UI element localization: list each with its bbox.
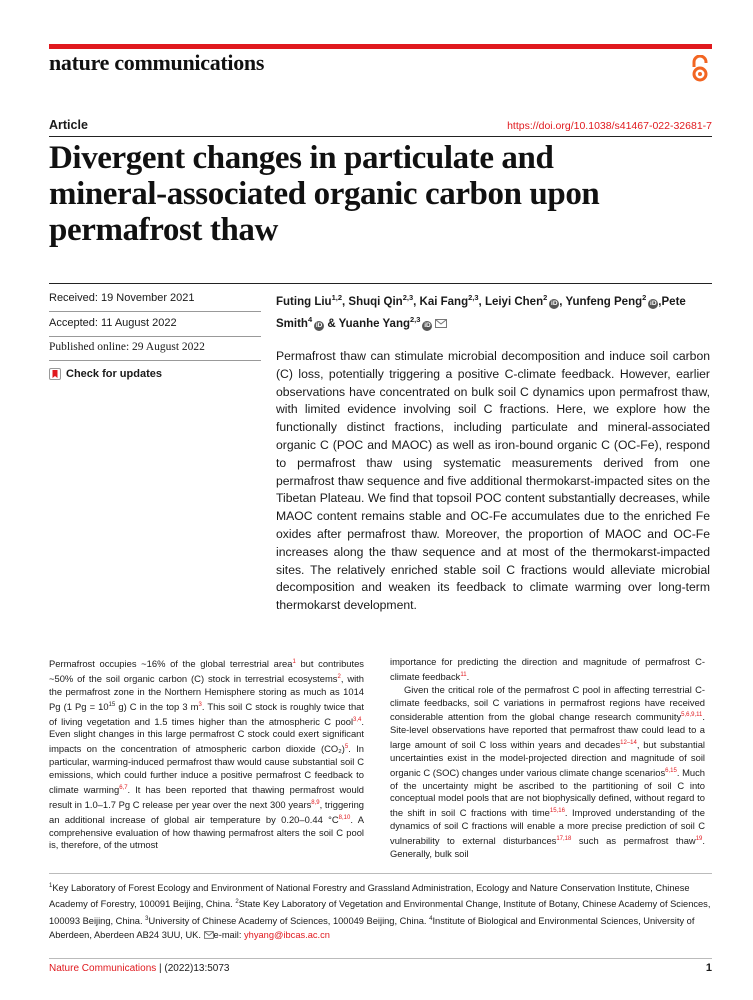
author-affiliation-ref: 2 [642,293,647,302]
corresponding-email-link[interactable]: yhyang@ibcas.ac.cn [244,930,330,941]
body-paragraph: Permafrost occupies ~16% of the global terrestrial area$^1$ but contributes ~50% of the soil organic carbon (C) stock in terrestrial ecosystems$^2$, with the permafrost zone in the Northern Hemisphere storing as much as 1014 Pg (1 $Pg = 10^{15}$ g) C in the top 3 $m^3$. This soil C stock is roughly twice that of living vegetation and 1.5 times higher than the atmospheric C pool$^{3,4}$. Even slight changes in this large permafrost C stock could exert significant impacts on the concentration of atmospheric carbon dioxide $(CO_2)^5$. In particular, warming-induced permafrost thaw would cause substantial soil C emissions, which could further induce a positive permafrost C feedback to climate warming$^{6,7}$. It has been reported that thawing permafrost would result in 1.0–1.7 Pg C release per year over the next 300 years$^{8,9}$, triggering an additional increase of global air temperature by 0.20–0.44 $^\circ C^{8,10}$. A comprehensive evaluation of how thawing permafrost alters the soil C pool is, therefore, of the utmost [49,658,365,851]
author-affiliation-ref: 1,2 [331,293,343,302]
date-divider [49,311,261,312]
author-name: Kai Fang [419,295,469,308]
reference-citation[interactable]: 17,18 [556,835,572,842]
author-list [276,289,716,333]
reference-citation[interactable]: 3 [198,701,202,708]
doi-link[interactable]: https://doi.org/10.1038/s41467-022-32681-7 [507,120,712,132]
orcid-icon[interactable]: iD [551,299,558,307]
article-type-label: Article [49,118,88,132]
affiliation-number: 4 [429,915,433,922]
body-column-right [390,656,705,861]
reference-citation[interactable]: 11 [460,671,467,678]
reference-citation[interactable]: 6,7 [119,784,128,791]
author-separator: , [658,295,662,308]
date-divider [49,336,261,337]
affiliation-list [49,883,710,940]
abstract: Permafrost thaw can stimulate microbial decomposition and induce soil carbon (C) loss, potentially triggering a positive C-climate feedback. However, earlier observations have concentrated on bulk soil C dynamics upon permafrost thaw, with limited evidence involving soil C fractions. Here, we explore how the functionally distinct fractions, including particulate and mineral-associated organic C (POC and MAOC) as well as iron-bound organic C (OC-Fe), respond to permafrost thaw using systematic measurements derived from one permafrost thaw sequence and five additional thermokarst-impacted sites on the Tibetan Plateau. We find that topsoil POC content substantially decreases, while MAOC content remains stable and OC-Fe accumulates due to the enriched Fe oxides after permafrost thaw. Moreover, the proportion of MAOC and OC-Fe increases along the thaw sequence and at most of the thermokarst-impacted sites. The relatively enriched stable soil C fractions would alleviate microbial decomposition and weaken its feedback to climate warming over long-term thermokarst development. [276,349,710,613]
reference-citation[interactable]: 1 [292,659,296,665]
header-accent-bar [49,44,712,49]
affiliation-text: State Key Laboratory of Vegetation and Environmental Change, Institute of Botany, Chinese Academy of Sciences, 100093 Beijing, China. [49,899,711,926]
footer-volume: | (2022)13:5073 [156,963,230,974]
author-separator: , [559,295,566,308]
check-for-updates-button[interactable] [49,368,162,380]
affiliations [49,879,712,942]
accepted-date: Accepted: 11 August 2022 [49,317,177,329]
email-label: e-mail: [213,930,245,941]
body-column-left [49,656,364,852]
reference-citation[interactable]: 6,15 [665,767,677,774]
body-paragraph: importance for predicting the direction and magnitude of permafrost C-climate feedback$^{11}$. [390,656,705,682]
affiliation-text: Institute of Biological and Environmental Sciences, University of Aberdeen, Aberdeen AB24 3UU, UK. [49,915,695,941]
body-paragraph: Given the critical role of the permafrost C pool in affecting terrestrial C-climate feedbacks, soil C variations in permafrost regions have received considerable attention from the global change research community$^{5,6,9,11}$. Site-level observations have reported that permafrost thaw could lead to a large amount of soil C loss within years and decades$^{12-14}$, but substantial uncertainties exist in the model-projected direction and magnitude of soil organic C (SOC) changes under various climate change scenarios$^{6,15}$. Much of the uncertainty might be ascribed to the partitioning of soil C into conceptual model pools that are not biophysically defined, without regard to the shift in soil C fractions with time$^{15,16}$. Improved understanding of the dynamics of soil C fractions will enable a more precise prediction of soil C vulnerability to external disturbances$^{17,18}$ such as permafrost thaw$^{19}$. Generally, bulk soil [390,683,705,859]
author-name: Shuqi Qin [348,295,403,308]
footer-divider [49,958,712,959]
envelope-icon [204,931,214,939]
received-date: Received: 19 November 2021 [49,292,195,304]
footer-citation [49,963,229,974]
author-name: Pete Smith [276,295,686,330]
affiliation-text: Key Laboratory of Forest Ecology and Environment of National Forestry and Grassland Administration, Ecology and Nature Conservation Institute, Chinese Academy of Forestry, 100091 Beijing, China. [49,883,690,910]
author-name: Futing Liu [276,295,332,308]
author-separator: & [324,317,339,330]
author-separator: , [342,295,349,308]
author-name: Leiyi Chen [484,295,544,308]
orcid-icon[interactable]: iD [424,321,431,329]
author-name: Yuanhe Yang [338,317,410,330]
author-affiliation-ref: 4 [307,314,313,324]
affiliation-number: 1 [49,883,53,889]
reference-citation[interactable]: 2 [337,673,341,680]
page-number: 1 [705,962,712,974]
title-divider [49,136,712,137]
date-divider [49,360,261,361]
meta-divider [49,283,712,284]
reference-citation[interactable]: 12–14 [620,740,637,747]
affiliation-divider [49,873,712,874]
reference-citation[interactable]: 5 [344,744,349,751]
affiliation-number: 2 [235,899,239,906]
reference-citation[interactable]: 15,16 [549,808,565,815]
orcid-icon[interactable]: iD [650,299,657,307]
article-title [49,140,709,248]
author-separator: , [413,295,420,308]
author-affiliation-ref: 2,3 [468,293,479,302]
open-access-icon [688,55,712,83]
footer-journal-link[interactable]: Nature Communications [49,963,157,974]
author-affiliation-ref: 2,3 [402,293,414,302]
reference-citation[interactable]: 8,10 [338,814,351,821]
author-affiliation-ref: 2 [543,293,548,302]
title-line: mineral-associated organic carbon upon [49,176,600,212]
reference-citation[interactable]: 19 [695,835,703,842]
bookmark-update-icon [49,368,61,380]
envelope-icon[interactable] [435,319,447,328]
journal-name: nature communications [49,50,265,75]
reference-citation[interactable]: 8,9 [311,799,320,806]
reference-citation[interactable]: 3,4 [353,716,362,723]
author-affiliation-ref: 2,3 [410,314,421,324]
affiliation-number: 3 [145,915,149,922]
orcid-icon[interactable]: iD [315,321,323,329]
reference-citation[interactable]: 5,6,9,11 [681,712,703,719]
superscript: 15 [108,701,116,708]
title-line: permafrost thaw [49,212,278,248]
author-name: Yunfeng Peng [565,295,643,308]
affiliation-text: University of Chinese Academy of Sciences, 100049 Beijing, China. [148,915,430,926]
author-separator: , [478,295,485,308]
check-for-updates-label: Check for updates [66,368,162,380]
title-line: Divergent changes in particulate and [49,140,554,176]
published-date: Published online: 29 August 2022 [49,341,205,353]
